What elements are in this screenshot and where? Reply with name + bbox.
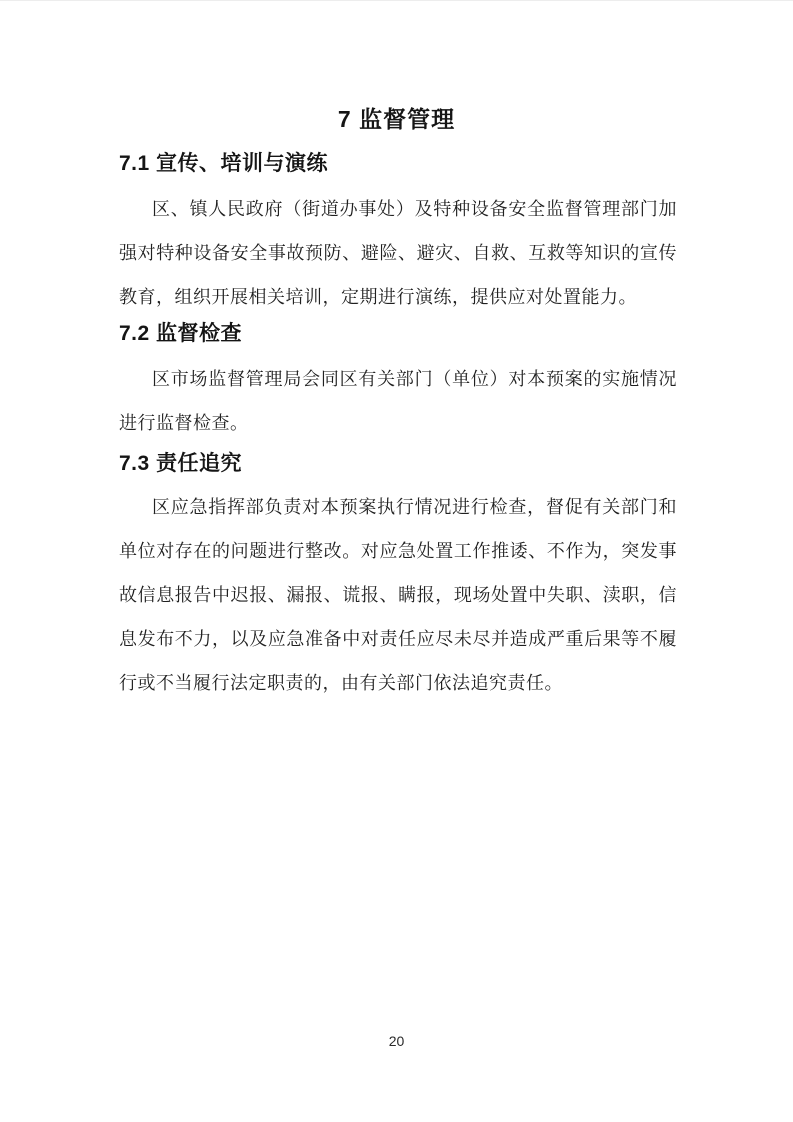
paragraph-line: 区、镇人民政府（街道办事处）及特种设备安全监督管理部门加 xyxy=(152,199,677,219)
paragraph-line: 行或不当履行法定职责的，由有关部门依法追究责任。 xyxy=(119,673,563,693)
section-heading-7-2: 7.2 监督检查 xyxy=(119,322,243,345)
paragraph-line: 区市场监督管理局会同区有关部门（单位）对本预案的实施情况 xyxy=(152,369,677,389)
paragraph-7-2 xyxy=(119,357,677,445)
paragraph-line: 息发布不力，以及应急准备中对责任应尽未尽并造成严重后果等不履 xyxy=(119,629,677,649)
paragraph-7-3 xyxy=(119,485,677,705)
page-title: 7 监督管理 xyxy=(337,106,456,132)
section-heading-7-1: 7.1 宣传、培训与演练 xyxy=(119,152,329,175)
paragraph-line: 故信息报告中迟报、漏报、谎报、瞒报，现场处置中失职、渎职，信 xyxy=(119,585,677,605)
section-heading-7-3: 7.3 责任追究 xyxy=(119,452,243,475)
page-number: 20 xyxy=(388,1033,405,1049)
paragraph-line: 强对特种设备安全事故预防、避险、避灾、自救、互救等知识的宣传 xyxy=(119,243,677,263)
paragraph-line: 教育，组织开展相关培训，定期进行演练，提供应对处置能力。 xyxy=(119,287,637,307)
paragraph-line: 区应急指挥部负责对本预案执行情况进行检查，督促有关部门和 xyxy=(152,497,677,517)
paragraph-7-1 xyxy=(119,187,677,319)
paragraph-line: 单位对存在的问题进行整改。对应急处置工作推诿、不作为，突发事 xyxy=(119,541,677,561)
paragraph-line: 进行监督检查。 xyxy=(119,413,249,433)
